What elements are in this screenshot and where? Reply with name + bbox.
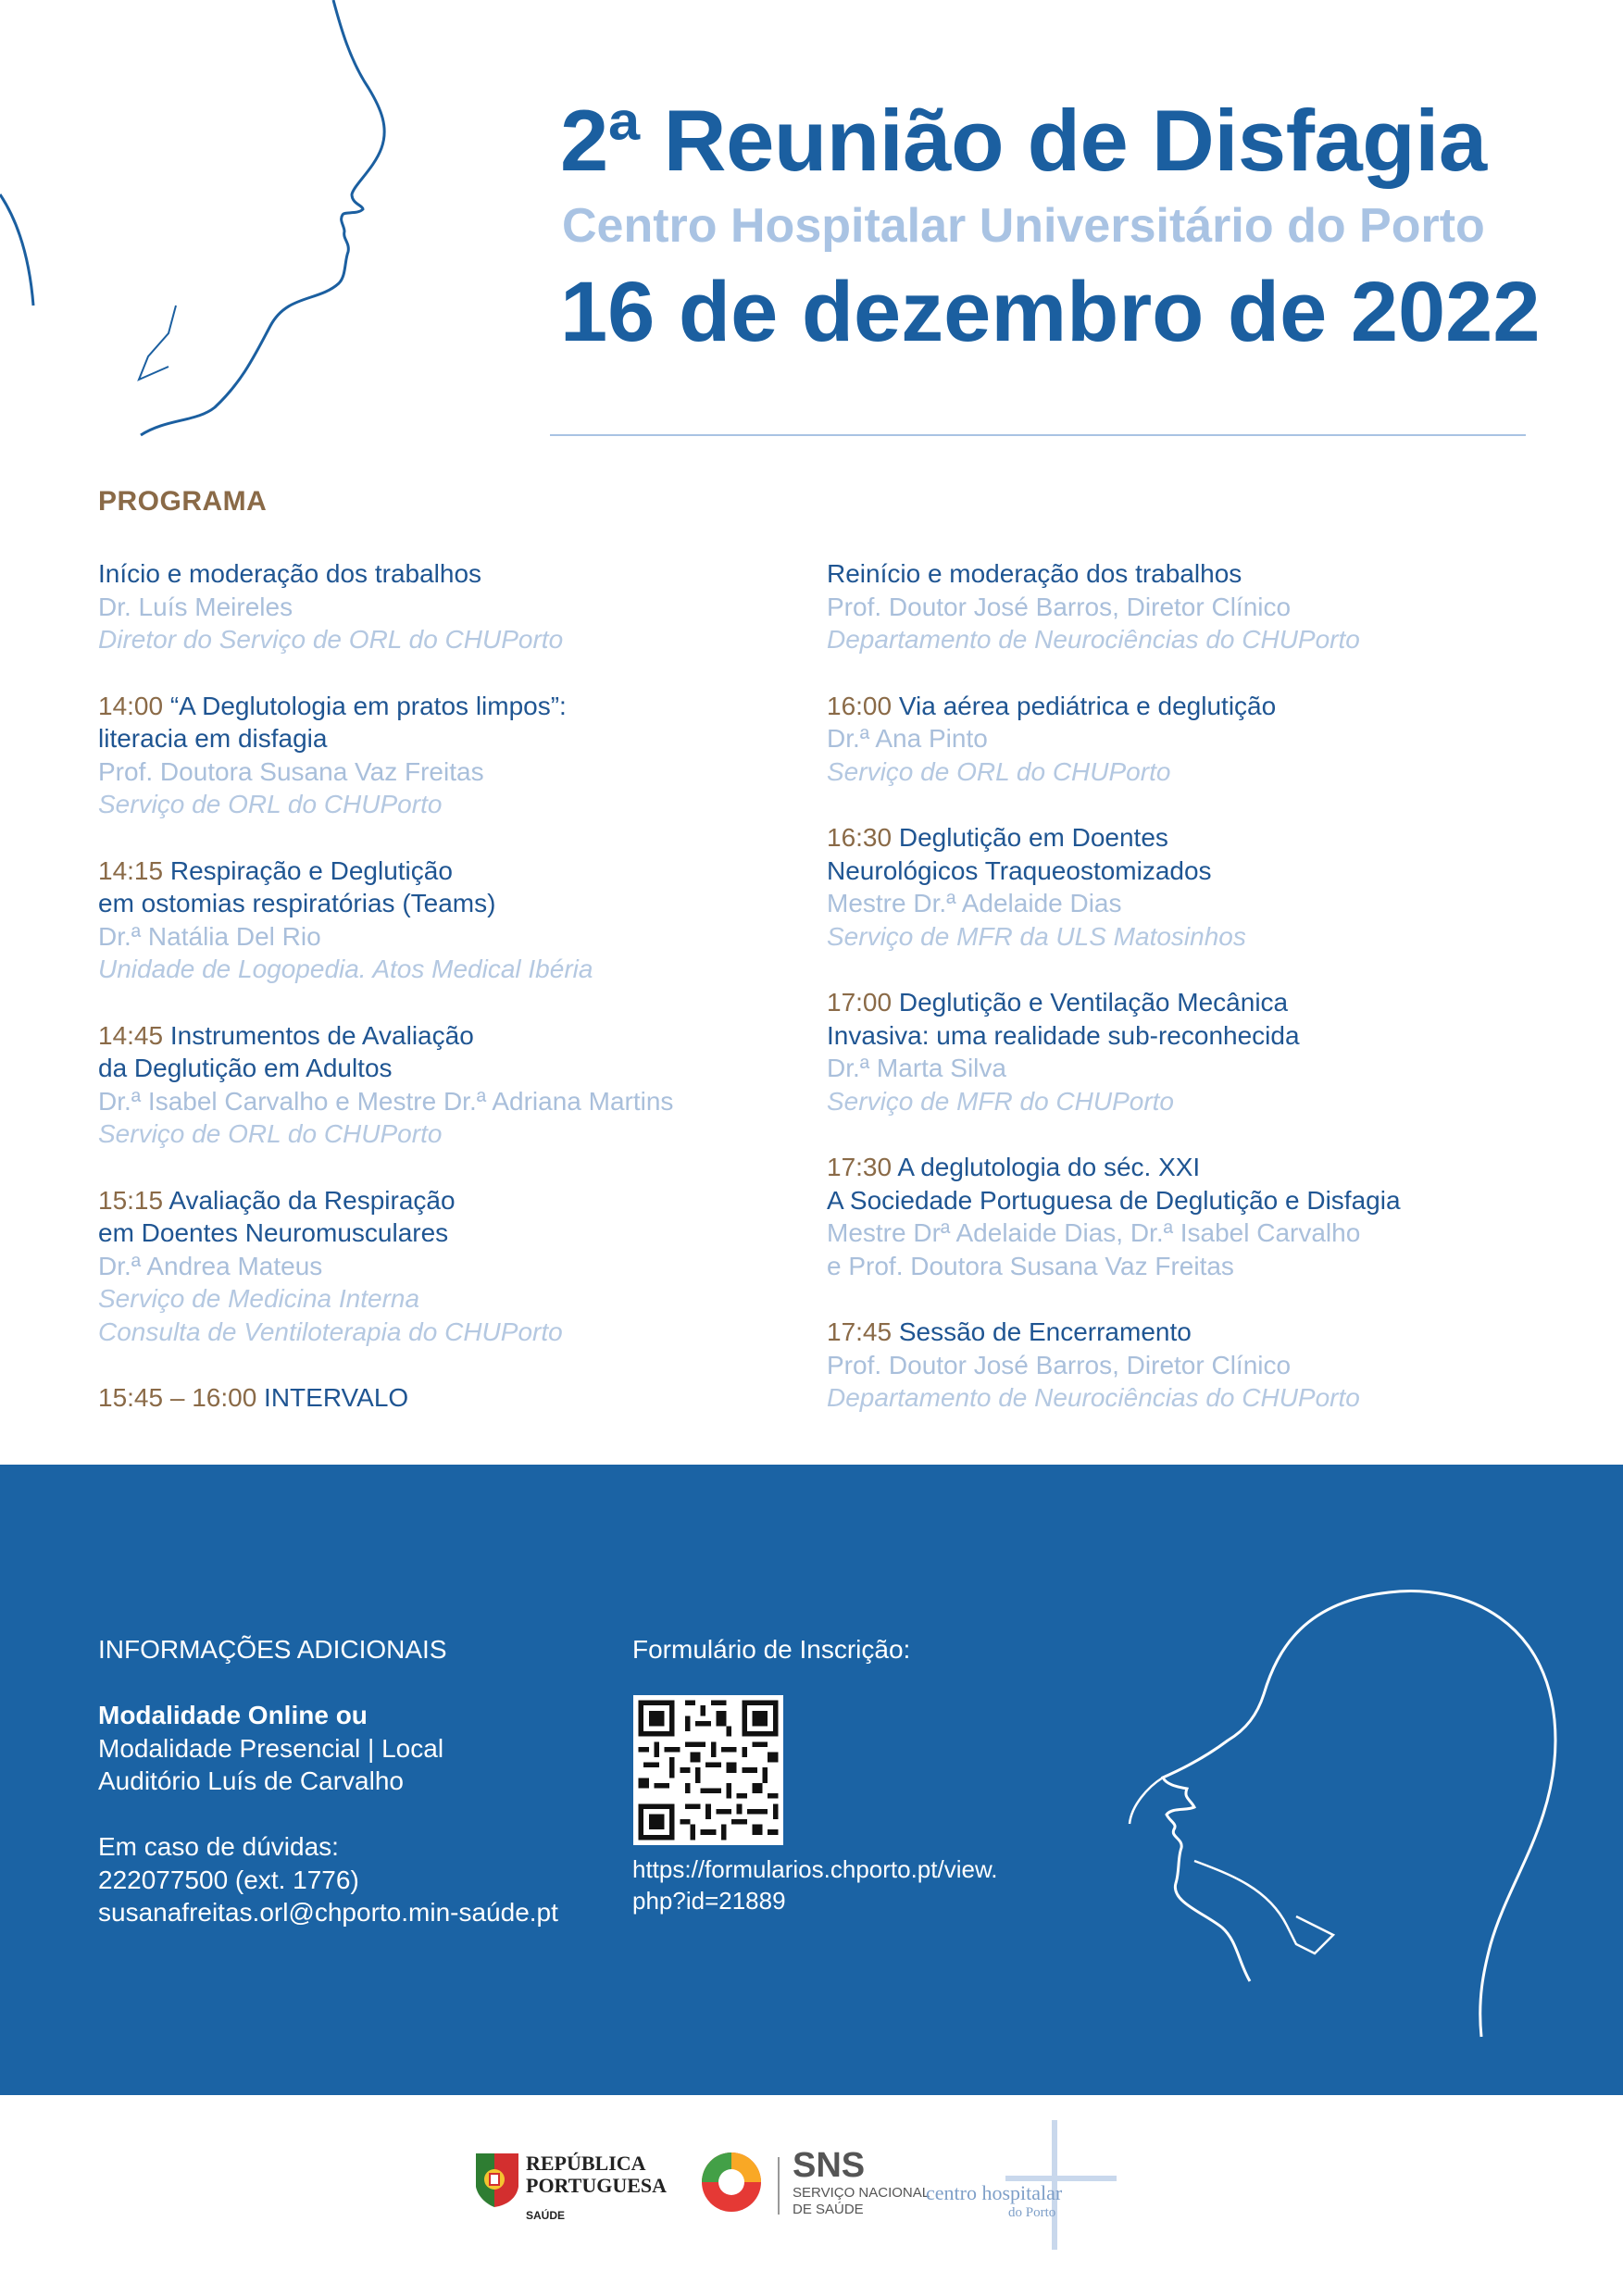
session-speaker: Dr.ª Isabel Carvalho e Mestre Dr.ª Adriana Martins	[98, 1086, 674, 1116]
session-speaker: e Prof. Doutora Susana Vaz Freitas	[827, 1251, 1234, 1280]
speaker-affiliation: Serviço de Medicina Interna	[98, 1284, 420, 1313]
program-item-heading	[827, 1151, 1530, 1184]
session-title: Avaliação da Respiração	[163, 1185, 456, 1215]
program-item	[98, 690, 802, 821]
program-item	[827, 1151, 1530, 1282]
session-speaker: Mestre Dr.ª Adelaide Dias	[827, 889, 1122, 917]
modality-online: Modalidade Online ou	[98, 1701, 368, 1729]
qr-code-icon[interactable]	[633, 1695, 783, 1845]
speaker-affiliation: Unidade de Logopedia. Atos Medical Ibéria	[98, 955, 593, 983]
session-speaker: Prof. Doutora Susana Vaz Freitas	[98, 756, 484, 786]
session-title: Instrumentos de Avaliação	[163, 1020, 474, 1050]
program-item-heading	[827, 986, 1530, 1019]
saude-label: SAÚDE	[526, 2209, 566, 2222]
session-speaker: Dr.ª Andrea Mateus	[98, 1251, 323, 1280]
session-speaker: Prof. Doutor José Barros, Diretor Clínico	[827, 1350, 1292, 1379]
questions-label: Em caso de dúvidas:	[98, 1832, 339, 1861]
session-speaker: Dr. Luís Meireles	[98, 592, 293, 621]
program-item-heading	[827, 821, 1530, 855]
session-time: 17:30	[827, 1153, 893, 1181]
session-time: 14:00	[98, 691, 164, 720]
speaker-affiliation: Diretor do Serviço de ORL do CHUPorto	[98, 625, 564, 654]
program-item	[98, 557, 802, 656]
program-column-left	[98, 557, 802, 1448]
program-item-heading	[827, 557, 1530, 591]
program-item	[98, 1381, 802, 1415]
speaker-affiliation: Departamento de Neurociências do CHUPorto	[827, 625, 1360, 654]
program-item-heading	[98, 855, 802, 888]
session-time: 16:30	[827, 823, 893, 852]
session-time: 15:45 – 16:00	[98, 1383, 257, 1412]
program-item-heading	[98, 1184, 802, 1217]
program-item-heading	[827, 1316, 1530, 1349]
session-title: Deglutição e Ventilação Mecânica	[892, 988, 1289, 1017]
program-item-heading	[98, 1019, 802, 1053]
program-item	[827, 986, 1530, 1117]
program-item	[827, 821, 1530, 953]
sns-logo-icon	[699, 2150, 764, 2215]
program-item	[98, 855, 802, 986]
session-title: Via aérea pediátrica e deglutição	[892, 691, 1277, 720]
sns-full-name: SERVIÇO NACIONAL DE SAÚDE	[793, 2185, 930, 2217]
chp-logo-subtext: do Porto	[1008, 2205, 1056, 2220]
session-title-continued: A Sociedade Portuguesa de Deglutição e Disfagia	[827, 1185, 1401, 1215]
program-item	[98, 1019, 802, 1151]
session-title: Início e moderação dos trabalhos	[98, 559, 482, 588]
program-item	[827, 690, 1530, 789]
speaker-affiliation: Serviço de ORL do CHUPorto	[827, 756, 1171, 786]
speaker-affiliation: Serviço de MFR do CHUPorto	[827, 1086, 1175, 1116]
session-time: 14:45	[98, 1020, 164, 1050]
session-speaker: Mestre Drª Adelaide Dias, Dr.ª Isabel Carvalho	[827, 1218, 1361, 1247]
speaker-affiliation: Consulta de Ventiloterapia do CHUPorto	[98, 1316, 563, 1346]
session-time: 17:00	[827, 988, 893, 1017]
sns-divider	[778, 2157, 780, 2215]
registration-form-title: Formulário de Inscrição:	[632, 1635, 911, 1664]
program-item-heading	[98, 1381, 802, 1415]
program-item	[827, 1316, 1530, 1415]
program-item-heading	[827, 690, 1530, 723]
speaker-affiliation: Departamento de Neurociências do CHUPorto	[827, 1383, 1360, 1412]
sns-acronym: SNS	[793, 2146, 866, 2185]
session-title: Sessão de Encerramento	[892, 1317, 1192, 1346]
republica-portuguesa-logo-icon	[474, 2150, 522, 2211]
program-column-right	[827, 557, 1530, 1448]
session-time: 16:00	[827, 691, 893, 720]
speaker-affiliation: Serviço de MFR da ULS Matosinhos	[827, 921, 1246, 951]
session-speaker: Dr.ª Ana Pinto	[827, 724, 988, 753]
chp-logo-text: centro hospitalar	[926, 2181, 1063, 2204]
program-heading: PROGRAMA	[98, 486, 268, 517]
program-item-heading	[98, 557, 802, 591]
contact-email[interactable]: susanafreitas.orl@chporto.min-saúde.pt	[98, 1898, 558, 1927]
event-title: 2ª Reunião de Disfagia	[560, 92, 1487, 189]
session-title-continued: Invasiva: uma realidade sub-reconhecida	[827, 1020, 1300, 1050]
program-item	[98, 1184, 802, 1349]
session-title: INTERVALO	[256, 1383, 409, 1412]
session-speaker: Dr.ª Marta Silva	[827, 1054, 1006, 1082]
session-title-continued: em ostomias respiratórias (Teams)	[98, 889, 496, 917]
form-url-line2[interactable]: php?id=21889	[632, 1887, 786, 1915]
head-profile-illustration-band	[1074, 1509, 1592, 2055]
session-title-continued: em Doentes Neuromusculares	[98, 1218, 449, 1247]
info-title: INFORMAÇÕES ADICIONAIS	[98, 1635, 447, 1664]
header-divider	[550, 434, 1526, 436]
session-time: 14:15	[98, 855, 164, 885]
venue-auditorium: Auditório Luís de Carvalho	[98, 1766, 404, 1795]
speaker-affiliation: Serviço de ORL do CHUPorto	[98, 1119, 443, 1148]
program-item	[827, 557, 1530, 656]
session-title: Deglutição em Doentes	[892, 823, 1168, 852]
phone-number[interactable]: 222077500 (ext. 1776)	[98, 1866, 359, 1894]
session-title: A deglutologia do séc. XXI	[892, 1153, 1201, 1181]
form-url-line1[interactable]: https://formularios.chporto.pt/view.	[632, 1855, 998, 1883]
session-time: 17:45	[827, 1317, 893, 1346]
republica-portuguesa-text: REPÚBLICA PORTUGUESA	[526, 2152, 668, 2197]
program-item-heading	[98, 690, 802, 723]
session-title: Respiração e Deglutição	[163, 855, 453, 885]
session-speaker: Dr.ª Natália Del Rio	[98, 921, 321, 951]
event-date: 16 de dezembro de 2022	[560, 265, 1541, 359]
session-time: 15:15	[98, 1185, 164, 1215]
session-title-continued: da Deglutição em Adultos	[98, 1054, 393, 1082]
session-title-continued: Neurológicos Traqueostomizados	[827, 855, 1212, 885]
session-title: “A Deglutologia em pratos limpos”:	[163, 691, 567, 720]
event-venue: Centro Hospitalar Universitário do Porto	[562, 199, 1485, 253]
modality-presencial: Modalidade Presencial | Local	[98, 1734, 444, 1763]
head-profile-illustration-top	[0, 0, 426, 444]
speaker-affiliation: Serviço de ORL do CHUPorto	[98, 790, 443, 818]
session-speaker: Prof. Doutor José Barros, Diretor Clínico	[827, 592, 1292, 621]
session-title: Reinício e moderação dos trabalhos	[827, 559, 1242, 588]
session-title-continued: literacia em disfagia	[98, 724, 328, 753]
